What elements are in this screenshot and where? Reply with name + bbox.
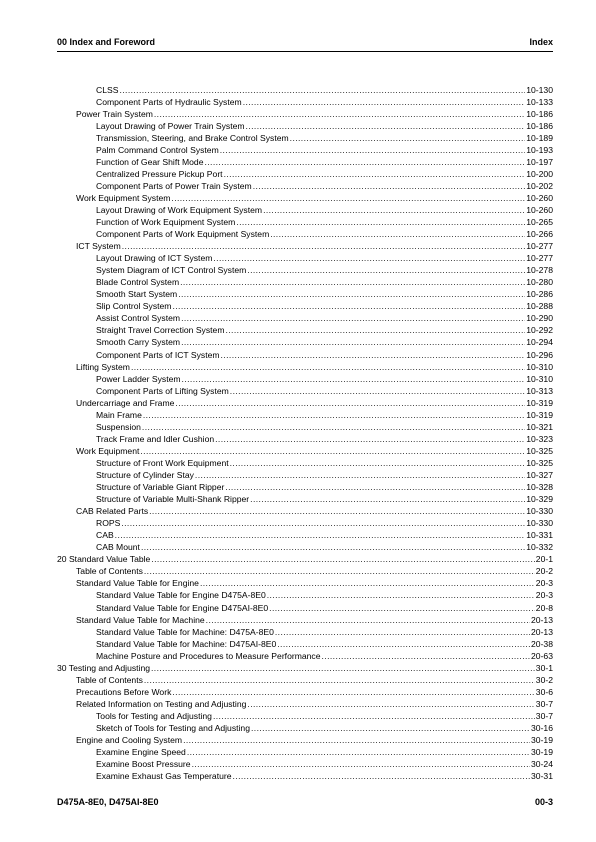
toc-entry-page: 10-130: [526, 84, 553, 95]
toc-entry-title: Table of Contents: [76, 566, 143, 577]
toc-leader-dots: [131, 361, 525, 373]
toc-entry-page: 10-325: [526, 445, 553, 456]
toc-entry-page: 20-13: [531, 626, 553, 637]
toc-leader-dots: [267, 589, 535, 601]
toc-leader-dots: [200, 577, 535, 589]
toc-leader-dots: [172, 686, 534, 698]
toc-entry-page: 10-277: [526, 253, 553, 264]
toc-entry-page: 10-296: [526, 349, 553, 360]
toc-entry[interactable]: [57, 722, 553, 734]
toc-entry[interactable]: [57, 650, 553, 662]
toc-entry-page: 10-286: [526, 289, 553, 300]
toc-entry-page: 10-260: [526, 192, 553, 203]
toc-entry[interactable]: [57, 349, 553, 361]
toc-entry[interactable]: [57, 589, 553, 601]
toc-entry[interactable]: [57, 421, 553, 433]
toc-entry-page: 10-186: [526, 120, 553, 131]
toc-leader-dots: [290, 132, 526, 144]
toc-leader-dots: [149, 505, 525, 517]
toc-entry-title: Palm Command Control System: [96, 144, 219, 155]
toc-entry-page: 10-330: [526, 518, 553, 529]
toc-entry[interactable]: [57, 216, 553, 228]
toc-entry-page: 30-7: [535, 698, 553, 709]
toc-leader-dots: [322, 650, 531, 662]
toc-leader-dots: [221, 349, 526, 361]
toc-entry-title: Standard Value Table for Machine: [76, 614, 205, 625]
toc-entry-page: 20-8: [535, 602, 553, 613]
toc-entry[interactable]: [57, 361, 553, 373]
toc-entry-title: CAB: [96, 530, 114, 541]
toc-entry[interactable]: [57, 228, 553, 240]
toc-entry[interactable]: [57, 577, 553, 589]
toc-entry-title: Component Parts of Work Equipment System: [96, 229, 270, 240]
toc-entry-page: 10-290: [526, 313, 553, 324]
toc-entry[interactable]: [57, 288, 553, 300]
toc-entry-page: 10-292: [526, 325, 553, 336]
toc-entry-title: Undercarriage and Frame: [76, 397, 175, 408]
toc-leader-dots: [251, 722, 530, 734]
toc-entry-page: 20-13: [531, 614, 553, 625]
toc-entry-title: Straight Travel Correction System: [96, 325, 225, 336]
table-of-contents: [57, 84, 553, 783]
toc-entry-title: Work Equipment System: [76, 192, 171, 203]
toc-entry[interactable]: [57, 276, 553, 288]
toc-entry[interactable]: [57, 204, 553, 216]
toc-entry[interactable]: [57, 565, 553, 577]
toc-leader-dots: [230, 385, 525, 397]
toc-entry[interactable]: [57, 300, 553, 312]
toc-entry[interactable]: [57, 156, 553, 168]
toc-entry[interactable]: [57, 746, 553, 758]
toc-leader-dots: [270, 228, 525, 240]
toc-leader-dots: [206, 614, 530, 626]
toc-entry-title: Power Ladder System: [96, 373, 181, 384]
toc-entry[interactable]: [57, 505, 553, 517]
toc-entry-title: Slip Control System: [96, 301, 172, 312]
toc-leader-dots: [192, 758, 530, 770]
toc-entry[interactable]: [57, 324, 553, 336]
toc-entry-title: Function of Work Equipment System: [96, 217, 236, 228]
toc-entry-title: Component Parts of ICT System: [96, 349, 220, 360]
toc-entry[interactable]: [57, 264, 553, 276]
toc-entry[interactable]: [57, 770, 553, 782]
toc-entry-title: Examine Boost Pressure: [96, 759, 191, 770]
toc-entry-page: 10-329: [526, 494, 553, 505]
toc-entry-page: 30-24: [531, 759, 553, 770]
toc-entry-page: 10-266: [526, 229, 553, 240]
toc-leader-dots: [275, 626, 530, 638]
toc-entry[interactable]: [57, 614, 553, 626]
toc-entry[interactable]: [57, 336, 553, 348]
toc-entry-title: Component Parts of Lifting System: [96, 385, 229, 396]
toc-entry-page: 30-7: [535, 710, 553, 721]
toc-entry-title: Examine Engine Speed: [96, 747, 186, 758]
toc-entry-title: Table of Contents: [76, 674, 143, 685]
toc-entry-title: Smooth Start System: [96, 289, 178, 300]
toc-entry-title: Lifting System: [76, 361, 130, 372]
toc-entry-title: System Diagram of ICT Control System: [96, 265, 247, 276]
toc-entry[interactable]: [57, 144, 553, 156]
toc-leader-dots: [175, 397, 525, 409]
toc-leader-dots: [151, 553, 534, 565]
toc-entry[interactable]: [57, 373, 553, 385]
toc-entry-page: 10-321: [526, 421, 553, 432]
toc-entry-title: Blade Control System: [96, 277, 180, 288]
toc-entry[interactable]: [57, 409, 553, 421]
toc-leader-dots: [121, 517, 525, 529]
toc-entry[interactable]: [57, 168, 553, 180]
toc-entry-page: 10-197: [526, 156, 553, 167]
toc-entry-page: 30-19: [531, 747, 553, 758]
toc-entry-title: Layout Drawing of ICT System: [96, 253, 213, 264]
header-section-title: 00 Index and Foreword: [57, 37, 156, 47]
toc-entry[interactable]: [57, 252, 553, 264]
toc-leader-dots: [253, 180, 526, 192]
toc-leader-dots: [215, 433, 525, 445]
toc-entry[interactable]: [57, 397, 553, 409]
toc-leader-dots: [225, 324, 525, 336]
toc-entry[interactable]: [57, 445, 553, 457]
toc-leader-dots: [180, 276, 525, 288]
toc-leader-dots: [224, 168, 526, 180]
toc-entry-page: 10-288: [526, 301, 553, 312]
toc-entry-title: Transmission, Steering, and Brake Control System: [96, 132, 289, 143]
toc-entry-page: 30-6: [535, 686, 553, 697]
toc-entry-title: Structure of Front Work Equipment: [96, 457, 229, 468]
toc-entry-page: 10-319: [526, 409, 553, 420]
toc-entry[interactable]: [57, 120, 553, 132]
toc-entry-page: 10-186: [526, 108, 553, 119]
toc-entry-title: Suspension: [96, 421, 141, 432]
toc-entry[interactable]: [57, 180, 553, 192]
toc-entry-page: 30-16: [531, 722, 553, 733]
toc-entry-title: Component Parts of Hydraulic System: [96, 96, 242, 107]
toc-entry-title: Assist Control System: [96, 313, 181, 324]
toc-entry-title: Structure of Variable Multi-Shank Ripper: [96, 494, 250, 505]
toc-leader-dots: [119, 84, 525, 96]
toc-leader-dots: [236, 216, 525, 228]
toc-entry-page: 10-260: [526, 204, 553, 215]
toc-entry[interactable]: [57, 469, 553, 481]
toc-leader-dots: [143, 409, 525, 421]
toc-leader-dots: [187, 746, 530, 758]
toc-entry-page: 20-1: [535, 554, 553, 565]
toc-entry-title: ROPS: [96, 518, 121, 529]
toc-leader-dots: [213, 252, 525, 264]
toc-entry-page: 30-19: [531, 735, 553, 746]
toc-entry-page: 10-330: [526, 506, 553, 517]
toc-leader-dots: [277, 638, 530, 650]
toc-entry[interactable]: [57, 240, 553, 252]
toc-entry-page: 20-63: [531, 650, 553, 661]
toc-leader-dots: [247, 698, 534, 710]
toc-entry[interactable]: [57, 734, 553, 746]
toc-entry-page: 10-331: [526, 530, 553, 541]
page-header: [57, 37, 553, 51]
toc-entry[interactable]: [57, 108, 553, 120]
toc-leader-dots: [181, 336, 525, 348]
toc-entry[interactable]: [57, 686, 553, 698]
toc-entry-title: Related Information on Testing and Adjusting: [76, 698, 247, 709]
toc-entry[interactable]: [57, 638, 553, 650]
toc-entry-title: Structure of Variable Giant Ripper: [96, 482, 225, 493]
toc-entry-page: 10-189: [526, 132, 553, 143]
toc-entry[interactable]: [57, 312, 553, 324]
toc-leader-dots: [172, 300, 525, 312]
toc-entry-title: CLSS: [96, 84, 119, 95]
toc-entry-page: 10-280: [526, 277, 553, 288]
toc-leader-dots: [171, 192, 525, 204]
toc-entry-title: Centralized Pressure Pickup Port: [96, 168, 223, 179]
toc-entry-page: 10-310: [526, 373, 553, 384]
toc-entry-title: Main Frame: [96, 409, 142, 420]
toc-entry-title: Standard Value Table for Machine: D475AI-8E0: [96, 638, 277, 649]
toc-entry-title: Machine Posture and Procedures to Measure Performance: [96, 650, 321, 661]
toc-entry-title: Standard Value Table for Engine D475AI-8E0: [96, 602, 269, 613]
toc-entry[interactable]: [57, 674, 553, 686]
toc-entry-page: 10-327: [526, 470, 553, 480]
toc-leader-dots: [144, 674, 535, 686]
toc-entry[interactable]: [57, 192, 553, 204]
toc-entry-title: Structure of Cylinder Stay: [96, 470, 194, 480]
toc-leader-dots: [250, 493, 525, 505]
toc-entry-page: 20-2: [535, 566, 553, 577]
toc-entry-page: 10-202: [526, 180, 553, 191]
toc-entry-page: 20-38: [531, 638, 553, 649]
toc-entry-page: 10-278: [526, 265, 553, 276]
toc-entry[interactable]: [57, 626, 553, 638]
toc-entry-title: Power Train System: [76, 108, 153, 119]
toc-leader-dots: [220, 144, 525, 156]
toc-entry-title: Layout Drawing of Power Train System: [96, 120, 245, 131]
toc-entry-title: Function of Gear Shift Mode: [96, 156, 204, 167]
toc-leader-dots: [225, 481, 525, 493]
toc-entry[interactable]: [57, 132, 553, 144]
footer-page-number: 00-3: [534, 797, 553, 807]
toc-leader-dots: [247, 264, 525, 276]
toc-leader-dots: [115, 529, 526, 541]
toc-leader-dots: [213, 710, 535, 722]
toc-entry-title: 30 Testing and Adjusting: [57, 662, 151, 673]
toc-leader-dots: [230, 457, 526, 469]
toc-entry[interactable]: [57, 96, 553, 108]
toc-entry[interactable]: [57, 698, 553, 710]
header-chapter-title: Index: [529, 37, 553, 47]
toc-leader-dots: [183, 734, 530, 746]
toc-entry-title: Standard Value Table for Machine: D475A-8E0: [96, 626, 274, 637]
toc-entry[interactable]: [57, 517, 553, 529]
toc-entry-title: Layout Drawing of Work Equipment System: [96, 204, 263, 215]
toc-leader-dots: [233, 770, 531, 782]
toc-entry[interactable]: [57, 481, 553, 493]
toc-leader-dots: [263, 204, 525, 216]
toc-leader-dots: [204, 156, 525, 168]
toc-entry-title: Standard Value Table for Engine: [76, 578, 199, 589]
toc-entry[interactable]: [57, 493, 553, 505]
page-footer: [57, 797, 553, 811]
toc-leader-dots: [151, 662, 535, 674]
toc-leader-dots: [141, 541, 525, 553]
toc-entry-page: 10-313: [526, 385, 553, 396]
toc-leader-dots: [182, 373, 526, 385]
toc-entry-page: 10-319: [526, 397, 553, 408]
toc-entry-page: 10-294: [526, 337, 553, 348]
toc-entry-page: 10-193: [526, 144, 553, 155]
toc-entry-page: 10-265: [526, 217, 553, 228]
toc-entry-page: 30-2: [535, 674, 553, 685]
toc-entry-title: ICT System: [76, 241, 121, 252]
toc-leader-dots: [269, 602, 535, 614]
toc-entry-title: Smooth Carry System: [96, 337, 181, 348]
toc-entry[interactable]: [57, 553, 553, 565]
toc-entry-page: 30-31: [531, 771, 553, 782]
toc-entry[interactable]: [57, 385, 553, 397]
toc-entry-title: Sketch of Tools for Testing and Adjusting: [96, 722, 250, 733]
toc-entry-page: 10-323: [526, 433, 553, 444]
toc-entry-page: 10-332: [526, 542, 553, 553]
toc-entry-page: 10-310: [526, 361, 553, 372]
toc-leader-dots: [154, 108, 525, 120]
toc-entry[interactable]: [57, 433, 553, 445]
toc-entry-title: Component Parts of Power Train System: [96, 180, 252, 191]
toc-entry-page: 20-3: [535, 590, 553, 601]
toc-entry[interactable]: [57, 457, 553, 469]
toc-entry-title: 20 Standard Value Table: [57, 554, 151, 565]
toc-entry[interactable]: [57, 710, 553, 722]
toc-entry-title: Tools for Testing and Adjusting: [96, 710, 212, 721]
toc-leader-dots: [246, 120, 526, 132]
toc-entry-page: 10-200: [526, 168, 553, 179]
toc-leader-dots: [140, 445, 525, 457]
toc-entry-title: Work Equipment: [76, 445, 140, 456]
toc-leader-dots: [195, 469, 525, 481]
toc-entry[interactable]: [57, 541, 553, 553]
toc-entry[interactable]: [57, 602, 553, 614]
toc-entry[interactable]: [57, 84, 553, 96]
header-rule: [57, 51, 553, 52]
footer-model-name: D475A-8E0, D475AI-8E0: [57, 797, 159, 807]
toc-entry-title: Examine Exhaust Gas Temperature: [96, 771, 232, 782]
toc-entry-page: 10-133: [526, 96, 553, 107]
toc-leader-dots: [144, 565, 535, 577]
toc-entry-title: Precautions Before Work: [76, 686, 172, 697]
toc-entry-title: Standard Value Table for Engine D475A-8E0: [96, 590, 266, 601]
toc-entry-title: CAB Related Parts: [76, 506, 149, 517]
toc-leader-dots: [243, 96, 526, 108]
toc-entry-title: CAB Mount: [96, 542, 140, 553]
toc-entry-title: Track Frame and Idler Cushion: [96, 433, 215, 444]
toc-entry-page: 10-328: [526, 482, 553, 493]
toc-entry-title: Engine and Cooling System: [76, 735, 183, 746]
toc-entry-page: 10-277: [526, 241, 553, 252]
toc-leader-dots: [142, 421, 525, 433]
toc-entry[interactable]: [57, 662, 553, 674]
toc-leader-dots: [122, 240, 526, 252]
toc-leader-dots: [181, 312, 525, 324]
toc-entry-page: 30-1: [535, 662, 553, 673]
toc-entry-page: 20-3: [535, 578, 553, 589]
toc-entry-page: 10-325: [526, 457, 553, 468]
toc-entry[interactable]: [57, 758, 553, 770]
toc-entry[interactable]: [57, 529, 553, 541]
toc-leader-dots: [178, 288, 525, 300]
